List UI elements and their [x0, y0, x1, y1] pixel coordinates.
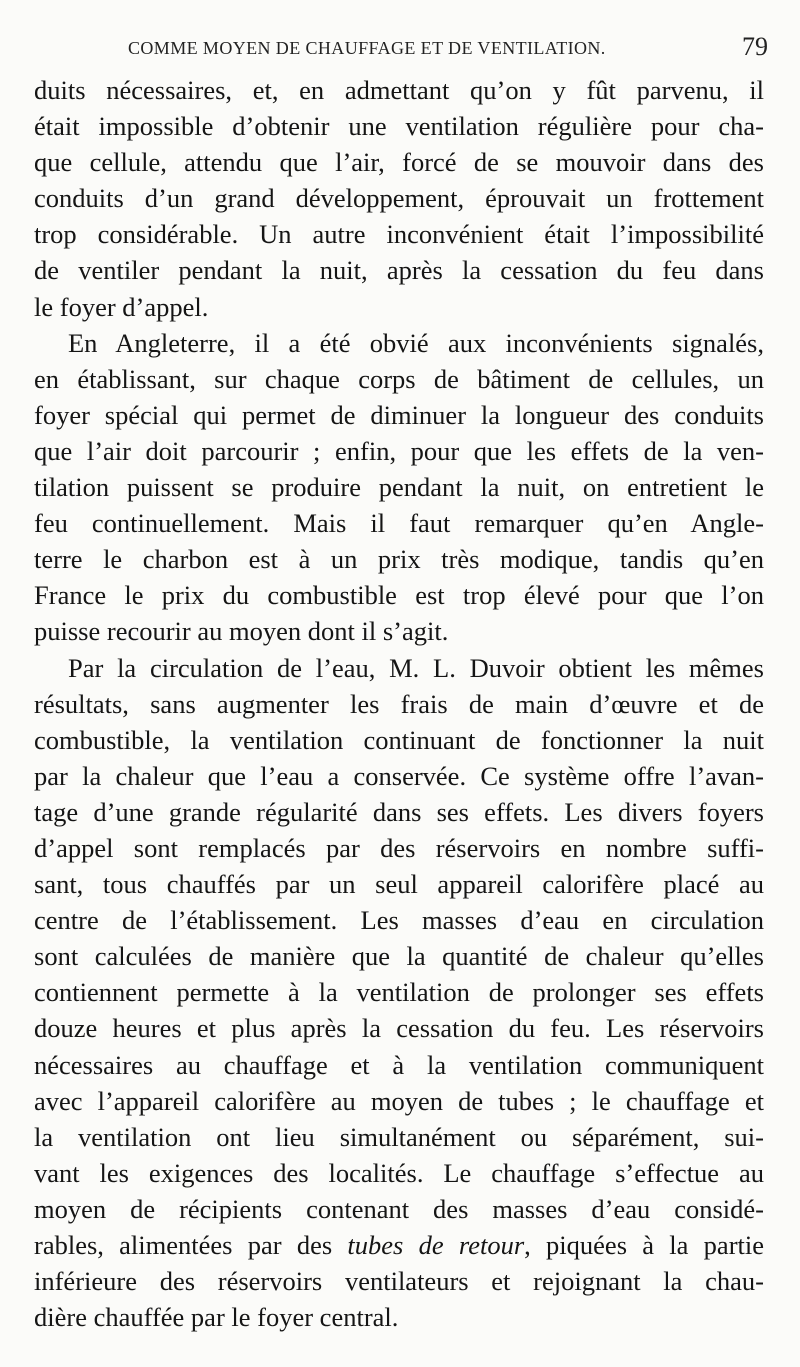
text-line: foyer spécial qui permet de diminuer la longueur des conduits [34, 399, 764, 430]
text-line: en établissant, sur chaque corps de bâtiment de cellules, un [34, 363, 764, 394]
text-line: puisse recourir au moyen dont il s’agit. [34, 616, 449, 647]
text-line: centre de l’établissement. Les masses d’eau en circulation [34, 905, 764, 936]
text-line: par la chaleur que l’eau a conservée. Ce système offre l’avan- [34, 760, 764, 791]
text-line: dière chauffée par le foyer central. [34, 1302, 399, 1333]
italic-term: tubes de retour [347, 1230, 525, 1260]
text-line: conduits d’un grand développement, éprouvait un frottement [34, 183, 764, 214]
text-line: résultats, sans augmenter les frais de main d’œuvre et de [34, 688, 764, 719]
text-line: tage d’une grande régularité dans ses effets. Les divers foyers [34, 796, 764, 827]
text-line: vant les exigences des localités. Le chauffage s’effectue au [34, 1157, 764, 1188]
running-head: COMME MOYEN DE CHAUFFAGE ET DE VENTILATION. [128, 38, 606, 58]
text-line: que l’air doit parcourir ; enfin, pour que les effets de la ven- [34, 435, 764, 466]
page-header [100, 30, 780, 70]
text-line: tilation puissent se produire pendant la nuit, on entretient le [34, 472, 764, 503]
text-line: le foyer d’appel. [34, 291, 209, 322]
text-line: France le prix du combustible est trop élevé pour que l’on [34, 580, 764, 611]
text-line: combustible, la ventilation continuant de fonctionner la nuit [34, 724, 764, 755]
text-segment: , piquées à la partie [524, 1230, 765, 1260]
text-line: moyen de récipients contenant des masses d’eau considé- [34, 1193, 764, 1224]
page-number: 79 [742, 32, 768, 61]
text-line: nécessaires au chauffage et à la ventilation communiquent [34, 1049, 764, 1080]
text-line: contiennent permette à la ventilation de prolonger ses effets [34, 977, 764, 1008]
text-line: de ventiler pendant la nuit, après la cessation du feu dans [34, 255, 764, 286]
text-segment: rables, alimentées par des [34, 1230, 348, 1260]
text-line: était impossible d’obtenir une ventilation régulière pour cha- [34, 111, 764, 142]
text-line: trop considérable. Un autre inconvénient était l’impossibilité [34, 219, 764, 250]
text-line: terre le charbon est à un prix très modique, tandis qu’en [34, 544, 764, 575]
body-text [34, 72, 764, 1335]
text-line: sant, tous chauffés par un seul appareil calorifère placé au [34, 869, 764, 900]
text-line: avec l’appareil calorifère au moyen de tubes ; le chauffage et [34, 1085, 764, 1116]
text-line: sont calculées de manière que la quantité de chaleur qu’elles [34, 941, 764, 972]
text-line: inférieure des réservoirs ventilateurs et rejoignant la chau- [34, 1266, 764, 1297]
text-line-with-italic [34, 1227, 764, 1263]
text-line: duits nécessaires, et, en admettant qu’on y fût parvenu, il [34, 75, 764, 105]
text-line: feu continuellement. Mais il faut remarquer qu’en Angle- [34, 508, 764, 539]
paragraph-first-line: En Angleterre, il a été obvié aux inconvénients signalés, [68, 327, 764, 358]
text-line: d’appel sont remplacés par des réservoirs en nombre suffi- [34, 832, 764, 863]
text-line: la ventilation ont lieu simultanément ou séparément, sui- [34, 1121, 764, 1152]
text-line: que cellule, attendu que l’air, forcé de se mouvoir dans des [34, 147, 764, 178]
paragraph-first-line: Par la circulation de l’eau, M. L. Duvoir obtient les mêmes [68, 652, 764, 683]
text-line: douze heures et plus après la cessation du feu. Les réservoirs [34, 1013, 764, 1044]
